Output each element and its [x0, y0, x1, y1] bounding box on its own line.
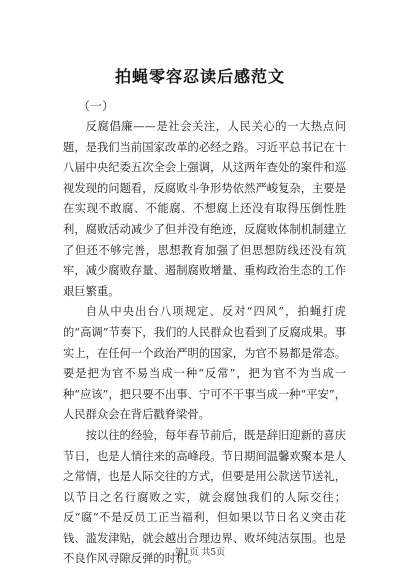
- document-title: 拍蝇零容忍读后感范文: [114, 67, 285, 86]
- body-text: [63, 117, 346, 570]
- paragraph: 按以往的经验，每年春节前后，既是辞旧迎新的喜庆节日，也是人情往来的高峰段。节日期间温馨欢聚本是人之常情，也是人际交往的方式，但要是用公款送节送礼，以节日之名行腐败之实，就会腐蚀我们的人际交往；反“腐”不是反员工正当福利，但如果以节日名义突击花钱、滥发津贴，就会越出合理边界、败坏纯洁氛围。也是不良作风寻隙反弹的时机。: [63, 428, 346, 566]
- page-footer: 第1页 共5页: [174, 548, 226, 558]
- section-label: （一）: [78, 99, 115, 113]
- paragraph: 反腐倡廉——是社会关注，人民关心的一大热点问题，是我们当前国家改革的必经之路。习近平总书记在十八届中央纪委五次全会上强调，从这两年查处的案件和巡视发现的问题看，反腐败斗争形势依然严峻复杂，主要是在实现不敢腐、不能腐、不想腐上还没有取得压倒性胜利，腐败活动减少了但并没有绝迹，反腐败体制机制建立了但还不够完善，思想教育加强了但思想防线还没有筑牢，减少腐败存量、遏制腐败增量、重构政治生态的工作艰巨繁重。: [63, 120, 346, 298]
- paragraph: 自从中央出台八项规定、反对“四风”，拍蝇打虎的“高调”节奏下，我们的人民群众也看到了反腐成果。事实上，在任何一个政治严明的国家，为官不易都是常态。要是把为官不易当成一种“反常”，把为官不为当成一种“应该”，把只要不出事、宁可不干事当成一种“平安”，人民群众会在背后戳脊梁骨。: [63, 305, 346, 422]
